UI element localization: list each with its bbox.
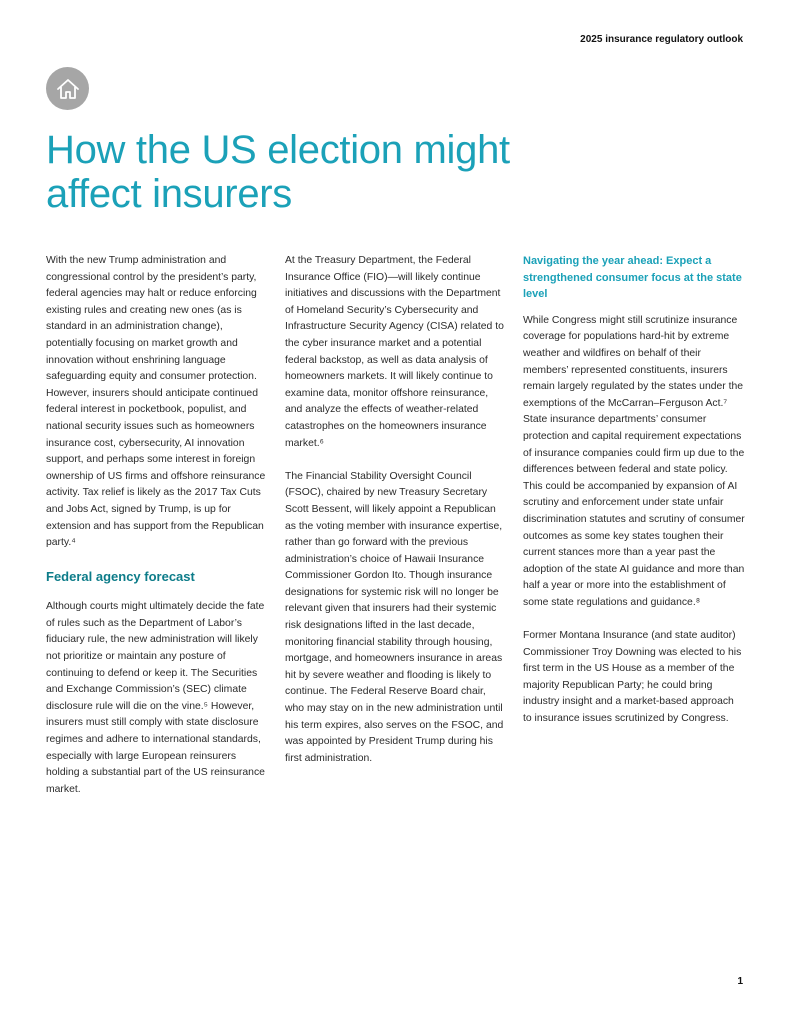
paragraph: The Financial Stability Oversight Council (FSOC), chaired by new Treasury Secretary Scott Bessent, will likely appoint a Republican as the voting member with insurance expertise, rather than go forward with the previous administration’s choice of Hawaii Insurance Commissioner Gordon Ito. Though insurance designations for systemic risk will no longer be relevant given that insurers had their systemic risk designations lifted in the last decade, monitoring financial stability through housing, mortgage, and homeowners insurance in areas hit by severe weather and flooding is likely to continue. The Federal Reserve Board chair, who may stay on in the new administration until his term expires, also serves on the FSOC, and was appointed by President Trump during his first administration. (285, 470, 504, 764)
section-heading-federal-agency-forecast: Federal agency forecast (46, 569, 195, 585)
column-3 (523, 253, 745, 744)
paragraph: While Congress might still scrutinize insurance coverage for populations hard-hit by extreme weather and wildfires on behalf of their members’ represented constituents, insurers remain largely regulated by the states under the exemptions of the McCarran–Ferguson Act.⁷ State insurance departments’ consumer protection and capital requirement expectations of insurance companies could firm up due to the differences between federal and state policy. This could be accompanied by expansion of AI scrutiny and enforcement under state unfair discrimination statutes and scrutiny of consumer outcomes as some key states toughen their current stances more than a year past the adoption of the state AI guidance and more than half a year or more into the establishment of some state regulations and guidance.⁸ (523, 314, 745, 608)
section-heading-navigating-year-ahead: Navigating the year ahead: Expect a strengthened consumer focus at the state level (523, 255, 742, 301)
column-1 (46, 253, 268, 815)
page-number: 1 (737, 976, 743, 987)
running-header: 2025 insurance regulatory outlook (580, 34, 743, 45)
home-icon (55, 77, 81, 101)
paragraph: With the new Trump administration and congressional control by the president’s party, federal agencies may halt or reduce enforcing existing rules and creating new ones (as is standard in an administration change), potentially focusing on market growth and innovation without enshrining language safeguarding equity and consumer protection. However, insurers should anticipate continued federal interest in pocketbook, populist, and national security issues such as homeowners insurance cost, cybersecurity, AI innovation support, and perhaps some interest in foreign ownership of US firms and offshore reinsurance activity. Tax relief is likely as the 2017 Tax Cuts and Jobs Act, signed by Trump, is up for extension and has support from the Republican party.⁴ (46, 255, 266, 549)
home-button[interactable] (46, 67, 89, 110)
title-line-1: How the US election might (46, 128, 510, 172)
title-line-2: affect insurers (46, 172, 292, 216)
paragraph: Although courts might ultimately decide the fate of rules such as the Department of Labor’s fiduciary rule, the new administration will likely not prioritize or maintain any posture of continuing to defend or keep it. The Securities and Exchange Commission’s (SEC) climate disclosure rule will die on the vine.⁵ However, insurers must still comply with state disclosure regimes and adhere to international standards, especially with large European reinsurers holding a substantial part of the US reinsurance market. (46, 601, 265, 795)
column-2 (285, 253, 507, 784)
paragraph: At the Treasury Department, the Federal Insurance Office (FIO)—will likely continue initiatives and discussions with the Department of Homeland Security’s Cybersecurity and Infrastructure Security Agency (CISA) related to the cyber insurance market and a potential federal backstop, as well as data analysis of homeowners markets. It will likely continue to examine data, monitor offshore reinsurance, and analyze the effects of weather-related catastrophes on the homeowners insurance market.⁶ (285, 255, 504, 449)
page-title (46, 128, 566, 216)
paragraph: Former Montana Insurance (and state auditor) Commissioner Troy Downing was elected to his first term in the US House as a member of the majority Republican Party; he could bring industry insight and a market-based approach to insurance issues scrutinized by Congress. (523, 630, 742, 725)
